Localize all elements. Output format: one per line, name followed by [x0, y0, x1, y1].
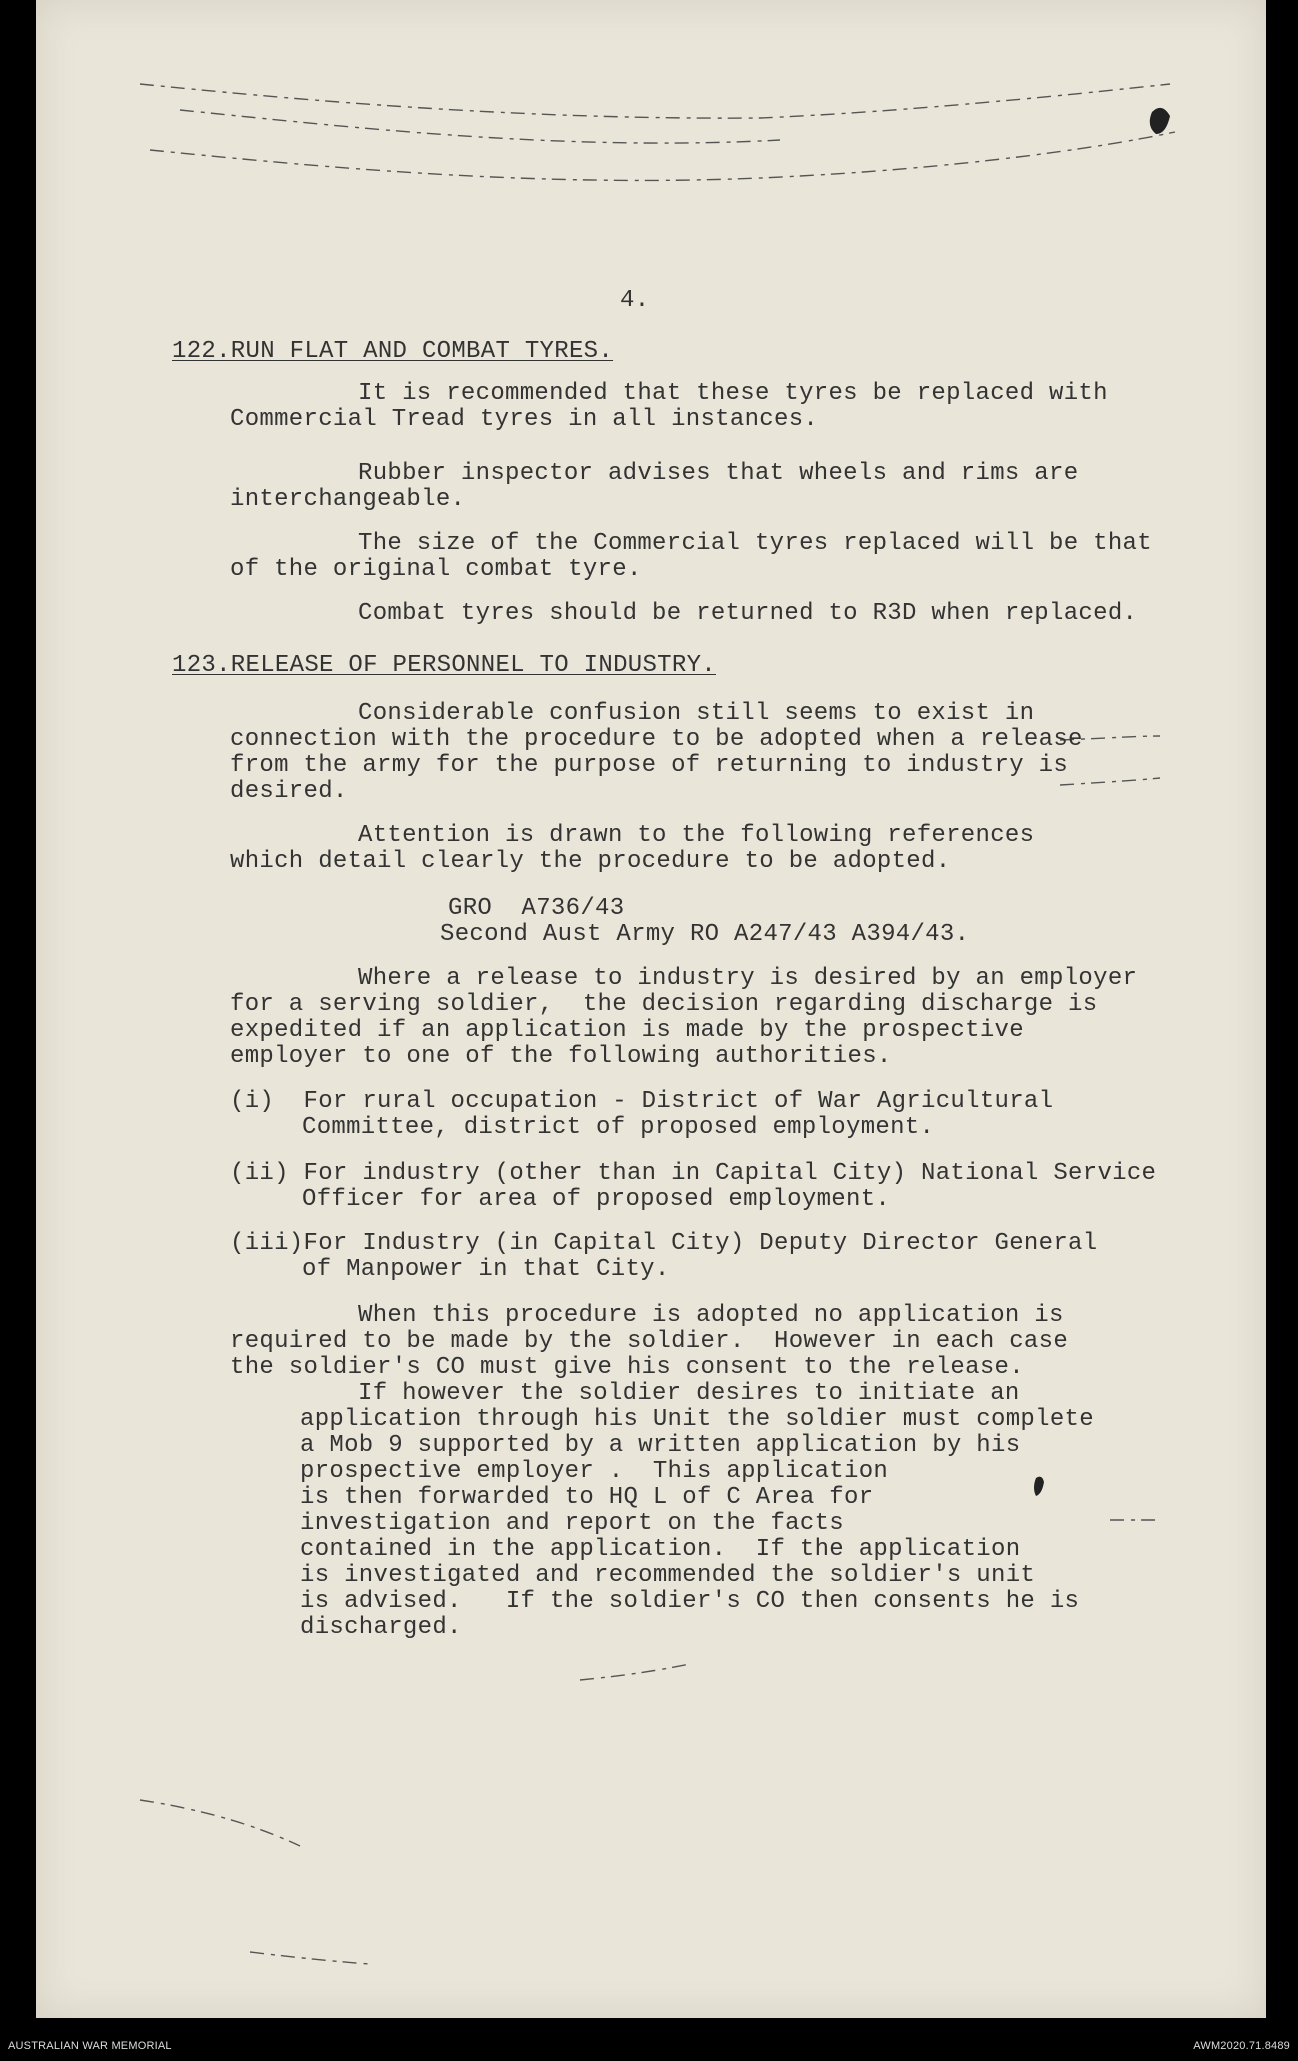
- paragraph-line: from the army for the purpose of returning to industry is: [230, 752, 1069, 779]
- paragraph-line: discharged.: [300, 1614, 462, 1641]
- paragraph-line: Second Aust Army RO A247/43 A394/43.: [440, 921, 970, 948]
- paragraph-line: of Manpower in that City.: [302, 1256, 670, 1283]
- paragraph-line: (iii)For Industry (in Capital City) Deputy Director General: [230, 1230, 1098, 1257]
- paragraph-line: investigation and report on the facts: [300, 1510, 844, 1537]
- paragraph-line: Officer for area of proposed employment.: [302, 1186, 891, 1213]
- paragraph-line: Considerable confusion still seems to exist in: [358, 700, 1035, 727]
- paragraph-line: of the original combat tyre.: [230, 556, 642, 583]
- paragraph-line: Combat tyres should be returned to R3D when replaced.: [358, 600, 1138, 627]
- paragraph-line: which detail clearly the procedure to be adopted.: [230, 848, 951, 875]
- paragraph-line: It is recommended that these tyres be replaced with: [358, 380, 1108, 407]
- paragraph-line: Attention is drawn to the following references: [358, 822, 1035, 849]
- paragraph-line: contained in the application. If the application: [300, 1536, 1021, 1563]
- paragraph-line: required to be made by the soldier. However in each case: [230, 1328, 1069, 1355]
- paragraph-line: expedited if an application is made by the prospective: [230, 1017, 1024, 1044]
- paragraph-line: is investigated and recommended the soldier's unit: [300, 1562, 1036, 1589]
- paragraph-line: (i) For rural occupation - District of War Agricultural: [230, 1088, 1054, 1115]
- paragraph-line: Committee, district of proposed employment.: [302, 1114, 935, 1141]
- paragraph-line: a Mob 9 supported by a written application by his: [300, 1432, 1021, 1459]
- paragraph-line: is then forwarded to HQ L of C Area for: [300, 1484, 874, 1511]
- paragraph-line: GRO A736/43: [448, 895, 625, 922]
- section-heading-122: 122.RUN FLAT AND COMBAT TYRES.: [172, 338, 614, 365]
- footer-left-credit: AUSTRALIAN WAR MEMORIAL: [8, 2040, 172, 2052]
- paragraph-line: application through his Unit the soldier must complete: [300, 1406, 1094, 1433]
- paragraph-line: prospective employer . This application: [300, 1458, 889, 1485]
- paragraph-line: connection with the procedure to be adopted when a release: [230, 726, 1083, 753]
- paragraph-line: The size of the Commercial tyres replaced will be that: [358, 530, 1152, 557]
- paragraph-line: is advised. If the soldier's CO then consents he is: [300, 1588, 1080, 1615]
- paragraph-line: When this procedure is adopted no application is: [358, 1302, 1064, 1329]
- paragraph-line: (ii) For industry (other than in Capital City) National Service: [230, 1160, 1157, 1187]
- paragraph-line: desired.: [230, 778, 348, 805]
- paragraph-line: If however the soldier desires to initiate an: [358, 1380, 1020, 1407]
- paragraph-line: the soldier's CO must give his consent to the release.: [230, 1354, 1024, 1381]
- paragraph-line: employer to one of the following authorities.: [230, 1043, 892, 1070]
- paragraph-line: Rubber inspector advises that wheels and rims are: [358, 460, 1079, 487]
- page-number: 4.: [620, 287, 650, 314]
- paragraph-line: for a serving soldier, the decision regarding discharge is: [230, 991, 1098, 1018]
- paragraph-line: Where a release to industry is desired by an employer: [358, 965, 1138, 992]
- section-heading-123: 123.RELEASE OF PERSONNEL TO INDUSTRY.: [172, 652, 716, 679]
- paragraph-line: Commercial Tread tyres in all instances.: [230, 406, 819, 433]
- footer-right-reference: AWM2020.71.8489: [1193, 2040, 1290, 2052]
- paragraph-line: interchangeable.: [230, 486, 466, 513]
